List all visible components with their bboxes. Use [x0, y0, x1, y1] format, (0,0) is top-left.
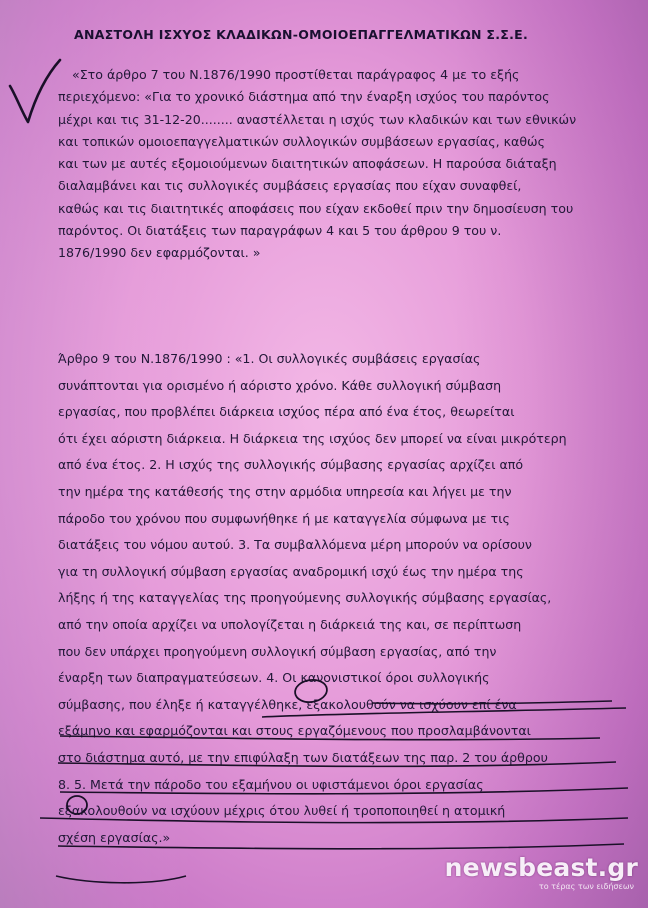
- watermark-tagline: το τέρας των ειδήσεων: [538, 882, 634, 891]
- text-line: και των με αυτές εξομοιούμενων διαιτητικών αποφάσεων. Η παρούσα διάταξη: [58, 156, 557, 172]
- watermark-brand: newsbeast.gr: [444, 853, 638, 882]
- text-line: στο διάστημα αυτό, με την επιφύλαξη των διατάξεων της παρ. 2 του άρθρου: [58, 749, 548, 765]
- document-title: ΑΝΑΣΤΟΛΗ ΙΣΧΥΟΣ ΚΛΑΔΙΚΩΝ-ΟΜΟΙΟΕΠΑΓΓΕΛΜΑΤΙΚΩΝ Σ.Σ.Ε.: [74, 27, 529, 42]
- text-line: σχέση εργασίας.»: [58, 829, 171, 845]
- text-line: μέχρι και τις 31-12-20........ αναστέλλεται η ισχύς των κλαδικών και των εθνικών: [58, 111, 577, 127]
- text-line: διαλαμβάνει και τις συλλογικές συμβάσεις εργασίας που είχαν συναφθεί,: [58, 178, 522, 194]
- text-line: Άρθρο 9 του Ν.1876/1990 : «1. Οι συλλογικές συμβάσεις εργασίας: [58, 351, 481, 366]
- text-line: διατάξεις του νόμου αυτού. 3. Τα συμβαλλόμενα μέρη μπορούν να ορίσουν: [58, 537, 532, 553]
- text-line: εργασίας, που προβλέπει διάρκεια ισχύος πέρα από ένα έτος, θεωρείται: [58, 404, 515, 420]
- paragraph-amendment: [58, 64, 618, 265]
- text-line: εξάμηνο και εφαρμόζονται και στους εργαζόμενους που προσλαμβάνονται: [58, 723, 531, 739]
- text-line: συνάπτονται για ορισμένο ή αόριστο χρόνο. Κάθε συλλογική σύμβαση: [58, 377, 502, 393]
- text-line: «Στο άρθρο 7 του Ν.1876/1990 προστίθεται παράγραφος 4 με το εξής: [72, 67, 520, 82]
- newsbeast-watermark: [445, 854, 638, 892]
- text-line: εξακολουθούν να ισχύουν μέχρις ότου λυθεί ή τροποποιηθεί η ατομική: [58, 803, 506, 819]
- text-line: πάροδο του χρόνου που συμφωνήθηκε ή με καταγγελία σύμφωνα με τις: [58, 510, 510, 526]
- text-line: έναρξη των διαπραγματεύσεων. 4. Οι κανονιστικοί όροι συλλογικής: [58, 670, 490, 686]
- text-line: από ένα έτος. 2. Η ισχύς της συλλογικής σύμβασης εργασίας αρχίζει από: [58, 457, 524, 473]
- text-line: σύμβασης, που έληξε ή καταγγέλθηκε, εξακολουθούν να ισχύουν επί ένα: [58, 696, 517, 712]
- text-line: παρόντος. Οι διατάξεις των παραγράφων 4 και 5 του άρθρου 9 του ν.: [58, 223, 502, 239]
- text-line: για τη συλλογική σύμβαση εργασίας αναδρομική ισχύ έως την ημέρα της: [58, 563, 524, 579]
- text-line: περιεχόμενο: «Για το χρονικό διάστημα από την έναρξη ισχύος του παρόντος: [58, 89, 550, 105]
- paragraph-article-9: [58, 346, 618, 851]
- text-line: την ημέρα της κατάθεσής της στην αρμόδια υπηρεσία και λήγει με την: [58, 483, 512, 499]
- handwritten-checkmark-icon: [6, 56, 66, 136]
- text-line: και τοπικών ομοιοεπαγγελματικών συλλογικών συμβάσεων εργασίας, καθώς: [58, 133, 545, 149]
- text-line: 8. 5. Μετά την πάροδο του εξαμήνου οι υφιστάμενοι όροι εργασίας: [58, 776, 484, 792]
- text-line: λήξης ή της καταγγελίας της προηγούμενης συλλογικής σύμβασης εργασίας,: [58, 590, 552, 606]
- text-line: ότι έχει αόριστη διάρκεια. Η διάρκεια της ισχύος δεν μπορεί να είναι μικρότερη: [58, 430, 567, 446]
- text-line: καθώς και τις διαιτητικές αποφάσεις που είχαν εκδοθεί πριν την δημοσίευση του: [58, 200, 574, 216]
- text-line: από την οποία αρχίζει να υπολογίζεται η διάρκειά της και, σε περίπτωση: [58, 616, 522, 632]
- text-line: 1876/1990 δεν εφαρμόζονται. »: [58, 245, 261, 261]
- text-line: που δεν υπάρχει προηγούμενη συλλογική σύμβαση εργασίας, από την: [58, 643, 497, 659]
